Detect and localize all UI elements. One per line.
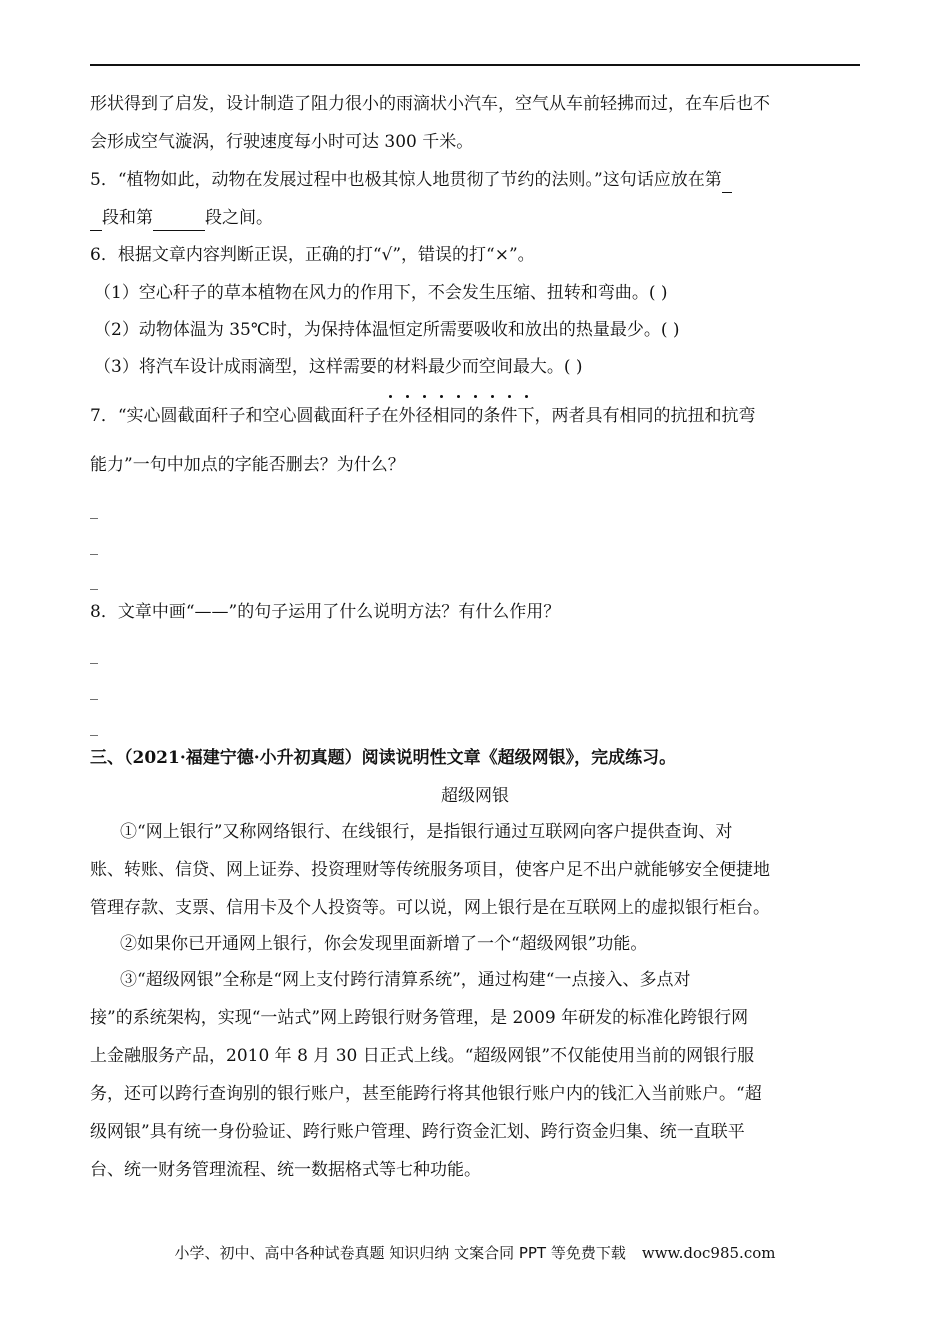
section-3-heading: 三、（2021·福建宁德·小升初真题）阅读说明性文章《超级网银》，完成练习。 (90, 748, 677, 768)
article-paragraph-3-line-6: 台、统一财务管理流程、统一数据格式等七种功能。 (90, 1160, 481, 1180)
question-7-post: ，两者具有相同的抗扭和抗弯 (534, 406, 756, 426)
article-title: 超级网银 (441, 786, 509, 806)
question-6-stem: 6．根据文章内容判断正误，正确的打“√”，错误的打“×”。 (90, 245, 535, 265)
dotted-char: 下 (517, 406, 535, 426)
prev-text-line-2: 会形成空气漩涡，行驶速度每小时可达 300 千米。 (90, 132, 474, 152)
question-5-mid: 段和第 (102, 208, 153, 228)
question-5-line-1 (90, 168, 860, 193)
article-paragraph-3-line-2: 接”的系统架构，实现“一站式”网上跨银行财务管理，是 2009 年研发的标准化跨银行网 (90, 1008, 749, 1028)
question-8-answer-line-2[interactable]: _ (90, 681, 98, 700)
question-7-answer-line-1[interactable]: _ (90, 500, 98, 519)
dotted-char: 同 (449, 406, 467, 426)
footer-text: 小学、初中、高中各种试卷真题 知识归纳 文案合同 PPT 等免费下载 (174, 1244, 626, 1262)
article-paragraph-1-line-2: 账、转账、信贷、网上证券、投资理财等传统服务项目，使客户足不出户就能够安全便捷地 (90, 860, 770, 880)
question-7-line-1 (90, 404, 860, 428)
dotted-char: 的 (466, 406, 484, 426)
dotted-char: 外 (398, 406, 416, 426)
dotted-char: 在 (381, 406, 399, 426)
question-8-answer-line-3[interactable]: _ (90, 717, 98, 736)
article-paragraph-2: ②如果你已开通网上银行，你会发现里面新增了一个“超级网银”功能。 (120, 934, 648, 954)
footer-site-link[interactable]: www.doc985.com (641, 1244, 776, 1262)
dotted-char: 径 (415, 406, 433, 426)
header-rule (90, 64, 860, 66)
question-5-text: 5．“植物如此，动物在发展过程中也极其惊人地贯彻了节约的法则。”这句话应放在第 (90, 170, 722, 190)
dotted-char: 相 (432, 406, 450, 426)
question-8-stem: 8．文章中画“——”的句子运用了什么说明方法？有什么作用？ (90, 602, 561, 622)
question-6-item-1: （1）空心秆子的草本植物在风力的作用下，不会发生压缩、扭转和弯曲。( ) (94, 283, 668, 303)
dotted-char: 件 (500, 406, 518, 426)
article-paragraph-3-line-5: 级网银”具有统一身份验证、跨行账户管理、跨行资金汇划、跨行资金归集、统一直联平 (90, 1122, 745, 1142)
question-5-blank-1[interactable] (722, 168, 732, 193)
article-paragraph-3-line-1: ③“超级网银”全称是“网上支付跨行清算系统”，通过构建“一点接入、多点对 (120, 970, 691, 990)
page-footer (0, 1242, 950, 1264)
question-7-pre: 7．“实心圆截面秆子和空心圆截面秆子 (90, 406, 382, 426)
article-paragraph-3-line-4: 务，还可以跨行查询别的银行账户，甚至能跨行将其他银行账户内的钱汇入当前账户。“超 (90, 1084, 762, 1104)
question-5-blank-1b[interactable] (90, 206, 102, 231)
question-7-answer-line-2[interactable]: _ (90, 536, 98, 555)
prev-text-line-1: 形状得到了启发，设计制造了阻力很小的雨滴状小汽车，空气从车前轻拂而过，在车后也不 (90, 94, 770, 114)
question-5-line-2 (90, 206, 860, 231)
question-7-line-2: 能力”一句中加点的字能否删去？为什么？ (90, 455, 405, 475)
article-paragraph-1-line-1: ①“网上银行”又称网络银行、在线银行，是指银行通过互联网向客户提供查询、对 (120, 822, 733, 842)
question-5-blank-2[interactable] (153, 206, 205, 231)
question-5-end: 段之间。 (205, 208, 273, 228)
article-paragraph-3-line-3: 上金融服务产品，2010 年 8 月 30 日正式上线。“超级网银”不仅能使用当前的网银行服 (90, 1046, 755, 1066)
question-6-item-3: （3）将汽车设计成雨滴型，这样需要的材料最少而空间最大。( ) (94, 357, 583, 377)
question-6-item-2: （2）动物体温为 35℃时，为保持体温恒定所需要吸收和放出的热量最少。( ) (94, 320, 680, 340)
question-8-answer-line-1[interactable]: _ (90, 645, 98, 664)
article-paragraph-1-line-3: 管理存款、支票、信用卡及个人投资等。可以说，网上银行是在互联网上的虚拟银行柜台。 (90, 898, 770, 918)
question-7-answer-line-3[interactable]: _ (90, 571, 98, 590)
dotted-char: 条 (483, 406, 501, 426)
